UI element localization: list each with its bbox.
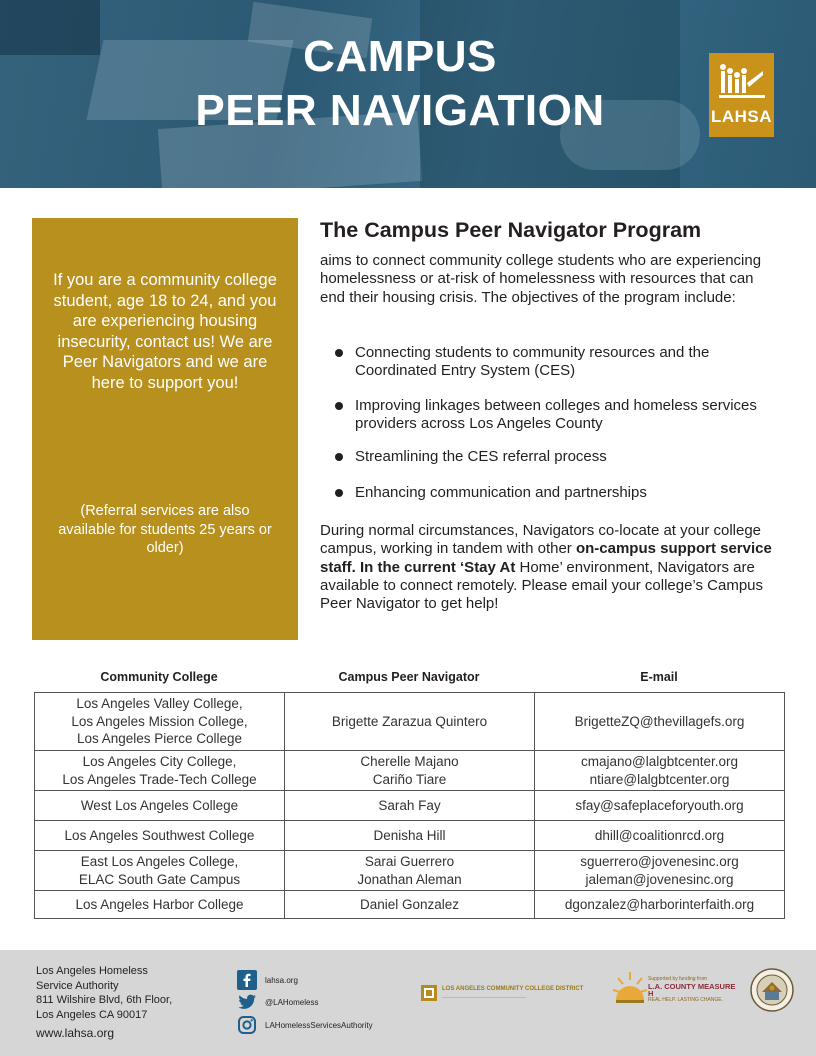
college-name: Los Angeles Mission College, xyxy=(71,713,248,729)
objectives-list xyxy=(330,344,780,503)
address-line: Los Angeles Homeless xyxy=(36,965,148,977)
email-link[interactable]: sguerrero@jovenesinc.org xyxy=(580,854,739,869)
sunburst-icon xyxy=(612,970,648,1006)
measure-h-tagline: REAL HELP. LASTING CHANGE. xyxy=(648,997,724,1003)
email-cell xyxy=(535,821,785,851)
program-intro: aims to connect community college students who are experiencing homelessness or at-risk of homelessness with resources that can end their housing crisis. The objectives of the program include: xyxy=(320,252,762,306)
website-link[interactable]: www.lahsa.org xyxy=(36,1026,115,1040)
title-line-2: PEER NAVIGATION xyxy=(195,86,605,135)
page-title xyxy=(150,30,650,138)
objective-item xyxy=(330,448,780,466)
email-link[interactable]: ntiare@lalgbtcenter.org xyxy=(589,771,730,787)
social-label: LAHomelessServicesAuthority xyxy=(265,1020,373,1030)
bullet-icon xyxy=(335,489,343,497)
email-link[interactable]: dhill@coalitionrcd.org xyxy=(594,827,725,843)
social-label: lahsa.org xyxy=(265,975,298,985)
navigator-name: Brigette Zarazua Quintero xyxy=(331,713,488,729)
email-cell xyxy=(535,851,785,891)
email-link[interactable]: cmajano@lalgbtcenter.org xyxy=(580,754,739,769)
table-row xyxy=(35,891,785,919)
navigator-cell xyxy=(285,821,535,851)
email-cell xyxy=(535,693,785,751)
social-twitter[interactable] xyxy=(237,992,318,1012)
objective-text: Improving linkages between colleges and homeless services providers across Los Angeles County xyxy=(355,396,757,432)
navigator-cell xyxy=(285,891,535,919)
lahsa-logo xyxy=(709,53,774,137)
objective-item xyxy=(330,397,780,434)
college-cell xyxy=(35,791,285,821)
college-name: Los Angeles Valley College, xyxy=(76,696,243,712)
title-line-1: CAMPUS xyxy=(303,32,497,81)
address-line: Service Authority xyxy=(36,979,119,992)
college-cell xyxy=(35,891,285,919)
callout-main-text: If you are a community college student, age 18 to 24, and you are experiencing housing insecurity, contact us! We are Peer Navigators and we are here to support you! xyxy=(53,271,277,392)
navigator-name: Sarai Guerrero xyxy=(364,854,455,869)
navigator-name: Denisha Hill xyxy=(373,827,446,843)
email-link[interactable]: jaleman@jovenesinc.org xyxy=(585,871,734,887)
bullet-icon xyxy=(335,453,343,461)
email-link[interactable]: sfay@safeplaceforyouth.org xyxy=(575,797,744,813)
navigator-cell xyxy=(285,751,535,791)
navigator-name: Daniel Gonzalez xyxy=(359,896,460,912)
college-cell xyxy=(35,693,285,751)
college-name: Los Angeles Pierce College xyxy=(76,731,243,747)
navigator-name: Cariño Tiare xyxy=(372,771,447,787)
measure-h-logo xyxy=(612,968,737,1010)
lahsa-logo-icon xyxy=(717,61,767,105)
measure-h-top: Supported by funding from xyxy=(648,976,707,982)
lacc-district-logo xyxy=(420,984,583,1002)
program-paragraph xyxy=(320,522,780,613)
email-cell xyxy=(535,751,785,791)
email-cell xyxy=(535,791,785,821)
header-banner xyxy=(0,0,816,188)
county-seal-icon xyxy=(750,968,794,1012)
measure-h-title: L.A. COUNTY MEASURE H xyxy=(648,982,736,998)
navigator-name: Sarah Fay xyxy=(378,797,441,813)
paragraph-text: During normal circumstances, Navigators co-locate at your college campus, working in tandem with other xyxy=(320,522,762,558)
twitter-icon xyxy=(237,992,257,1012)
college-name: Los Angeles Trade-Tech College xyxy=(62,771,257,787)
navigator-table xyxy=(34,692,785,919)
college-name: Los Angeles Harbor College xyxy=(75,896,244,912)
table-row xyxy=(35,693,785,751)
college-cell xyxy=(35,851,285,891)
lacc-district-name: LOS ANGELES COMMUNITY COLLEGE DISTRICT xyxy=(442,986,584,992)
objective-text: Streamlining the CES referral process xyxy=(355,448,607,466)
address-line: 811 Wilshire Blvd, 6th Floor, xyxy=(36,994,173,1006)
program-title: The Campus Peer Navigator Program xyxy=(320,218,702,242)
college-cell xyxy=(35,751,285,791)
address-line: Los Angeles CA 90017 xyxy=(36,1008,148,1021)
objective-item xyxy=(330,344,780,381)
callout-box xyxy=(32,218,298,640)
bullet-icon xyxy=(335,349,343,357)
lacc-tagline: ————————————————————— xyxy=(442,994,526,999)
banner-photo-shape xyxy=(0,0,100,55)
email-link[interactable]: dgonzalez@harborinterfaith.org xyxy=(564,896,755,912)
navigator-name: Cherelle Majano xyxy=(360,754,459,769)
email-link[interactable]: BrigetteZQ@thevillagefs.org xyxy=(574,713,745,729)
table-row xyxy=(35,851,785,891)
college-cell xyxy=(35,821,285,851)
college-name: East Los Angeles College, xyxy=(80,854,239,869)
paragraph-text: Home’ environment, Navigators are available to connect remotely. Please email your college’s Campus Peer Navigator to get help! xyxy=(320,558,764,613)
navigator-cell xyxy=(285,851,535,891)
social-facebook[interactable] xyxy=(237,970,298,990)
college-name: ELAC South Gate Campus xyxy=(78,871,241,887)
bullet-icon xyxy=(335,402,343,410)
navigator-cell xyxy=(285,791,535,821)
college-name: Los Angeles Southwest College xyxy=(64,827,255,843)
table-row xyxy=(35,791,785,821)
callout-note-text: (Referral services are also available for students 25 years or older) xyxy=(58,503,272,556)
column-header-navigator: Campus Peer Navigator xyxy=(338,670,480,684)
college-name: West Los Angeles College xyxy=(80,797,239,813)
navigator-name: Jonathan Aleman xyxy=(357,871,462,887)
footer-address xyxy=(36,964,172,1022)
lacc-seal-icon xyxy=(420,984,438,1002)
social-label: @LAHomeless xyxy=(265,997,319,1007)
objective-item xyxy=(330,484,780,502)
column-header-college: Community College xyxy=(100,670,218,684)
objective-text: Connecting students to community resources and the Coordinated Entry System (CES) xyxy=(355,344,710,380)
logo-text: LAHSA xyxy=(710,107,773,126)
facebook-icon xyxy=(237,970,257,990)
paragraph-bold-text: on-campus support service staff. In the current ‘Stay At xyxy=(320,540,772,576)
table-row xyxy=(35,751,785,791)
email-cell xyxy=(535,891,785,919)
social-instagram[interactable] xyxy=(237,1015,373,1035)
objective-text: Enhancing communication and partnerships xyxy=(355,484,647,502)
column-header-email: E-mail xyxy=(640,670,678,684)
table-row xyxy=(35,821,785,851)
instagram-icon xyxy=(237,1015,257,1035)
college-name: Los Angeles City College, xyxy=(82,754,237,769)
navigator-cell xyxy=(285,693,535,751)
